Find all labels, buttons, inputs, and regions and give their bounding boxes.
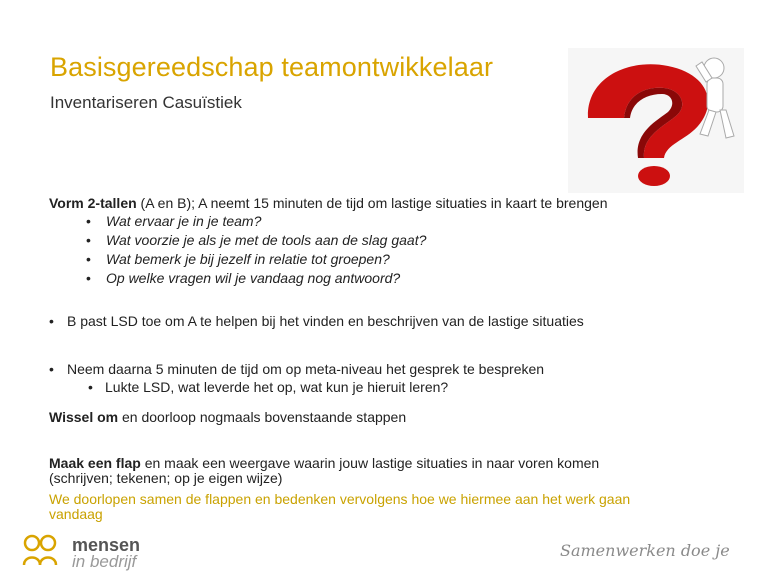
list-item: • Wat ervaar je in je team? [49,212,739,231]
logo-text-bottom: in bedrijf [72,552,137,571]
intro-line [49,194,739,212]
wissel-bold: Wissel om [49,409,119,425]
list-item: • Wat voorzie je als je met de tools aan de slag gaat? [49,231,739,250]
maak-rest: en maak een weergave waarin jouw lastige situaties in naar voren komen [140,455,600,471]
closing-line: We doorlopen samen de flappen en bedenken vervolgens hoe we hiermee aan het werk gaan [49,491,631,507]
intro-rest: (A en B); A neemt 15 minuten de tijd om lastige situaties in kaart te brengen [136,195,608,211]
wissel-rest: en doorloop nogmaals bovenstaande stappen [118,409,407,425]
slide-subtitle: Inventariseren Casuïstiek [50,93,242,112]
maak-line-2: (schrijven; tekenen; op je eigen wijze) [49,470,283,486]
list-item: • Wat bemerk je bij jezelf in relatie tot groepen? [49,250,739,269]
footer-tagline: Samenwerken doe je [560,541,730,560]
bullet-lsd: • B past LSD toe om A te helpen bij het vinden en beschrijven van de lastige situaties [49,312,739,330]
intro-bold: Vorm 2-tallen [49,195,137,211]
mensen-in-bedrijf-logo [22,533,182,569]
bullet-meta: • Neem daarna 5 minuten de tijd om op meta-niveau het gesprek te bespreken [49,360,739,378]
logo-text-top: mensen [72,535,141,555]
list-item: • Op welke vragen wil je vandaag nog antwoord? [49,269,739,288]
question-mark-figure-icon [568,48,744,193]
question-list [49,212,739,288]
slide-title: Basisgereedschap teamontwikkelaar [50,52,494,82]
closing-line-2: vandaag [49,506,103,522]
bullet-meta-sub: • Lukte LSD, wat leverde het op, wat kun je hieruit leren? [49,378,739,396]
maak-bold: Maak een flap [49,455,141,471]
wissel-line [49,408,739,426]
people-logo-icon [22,533,70,569]
slide-body [49,194,739,520]
